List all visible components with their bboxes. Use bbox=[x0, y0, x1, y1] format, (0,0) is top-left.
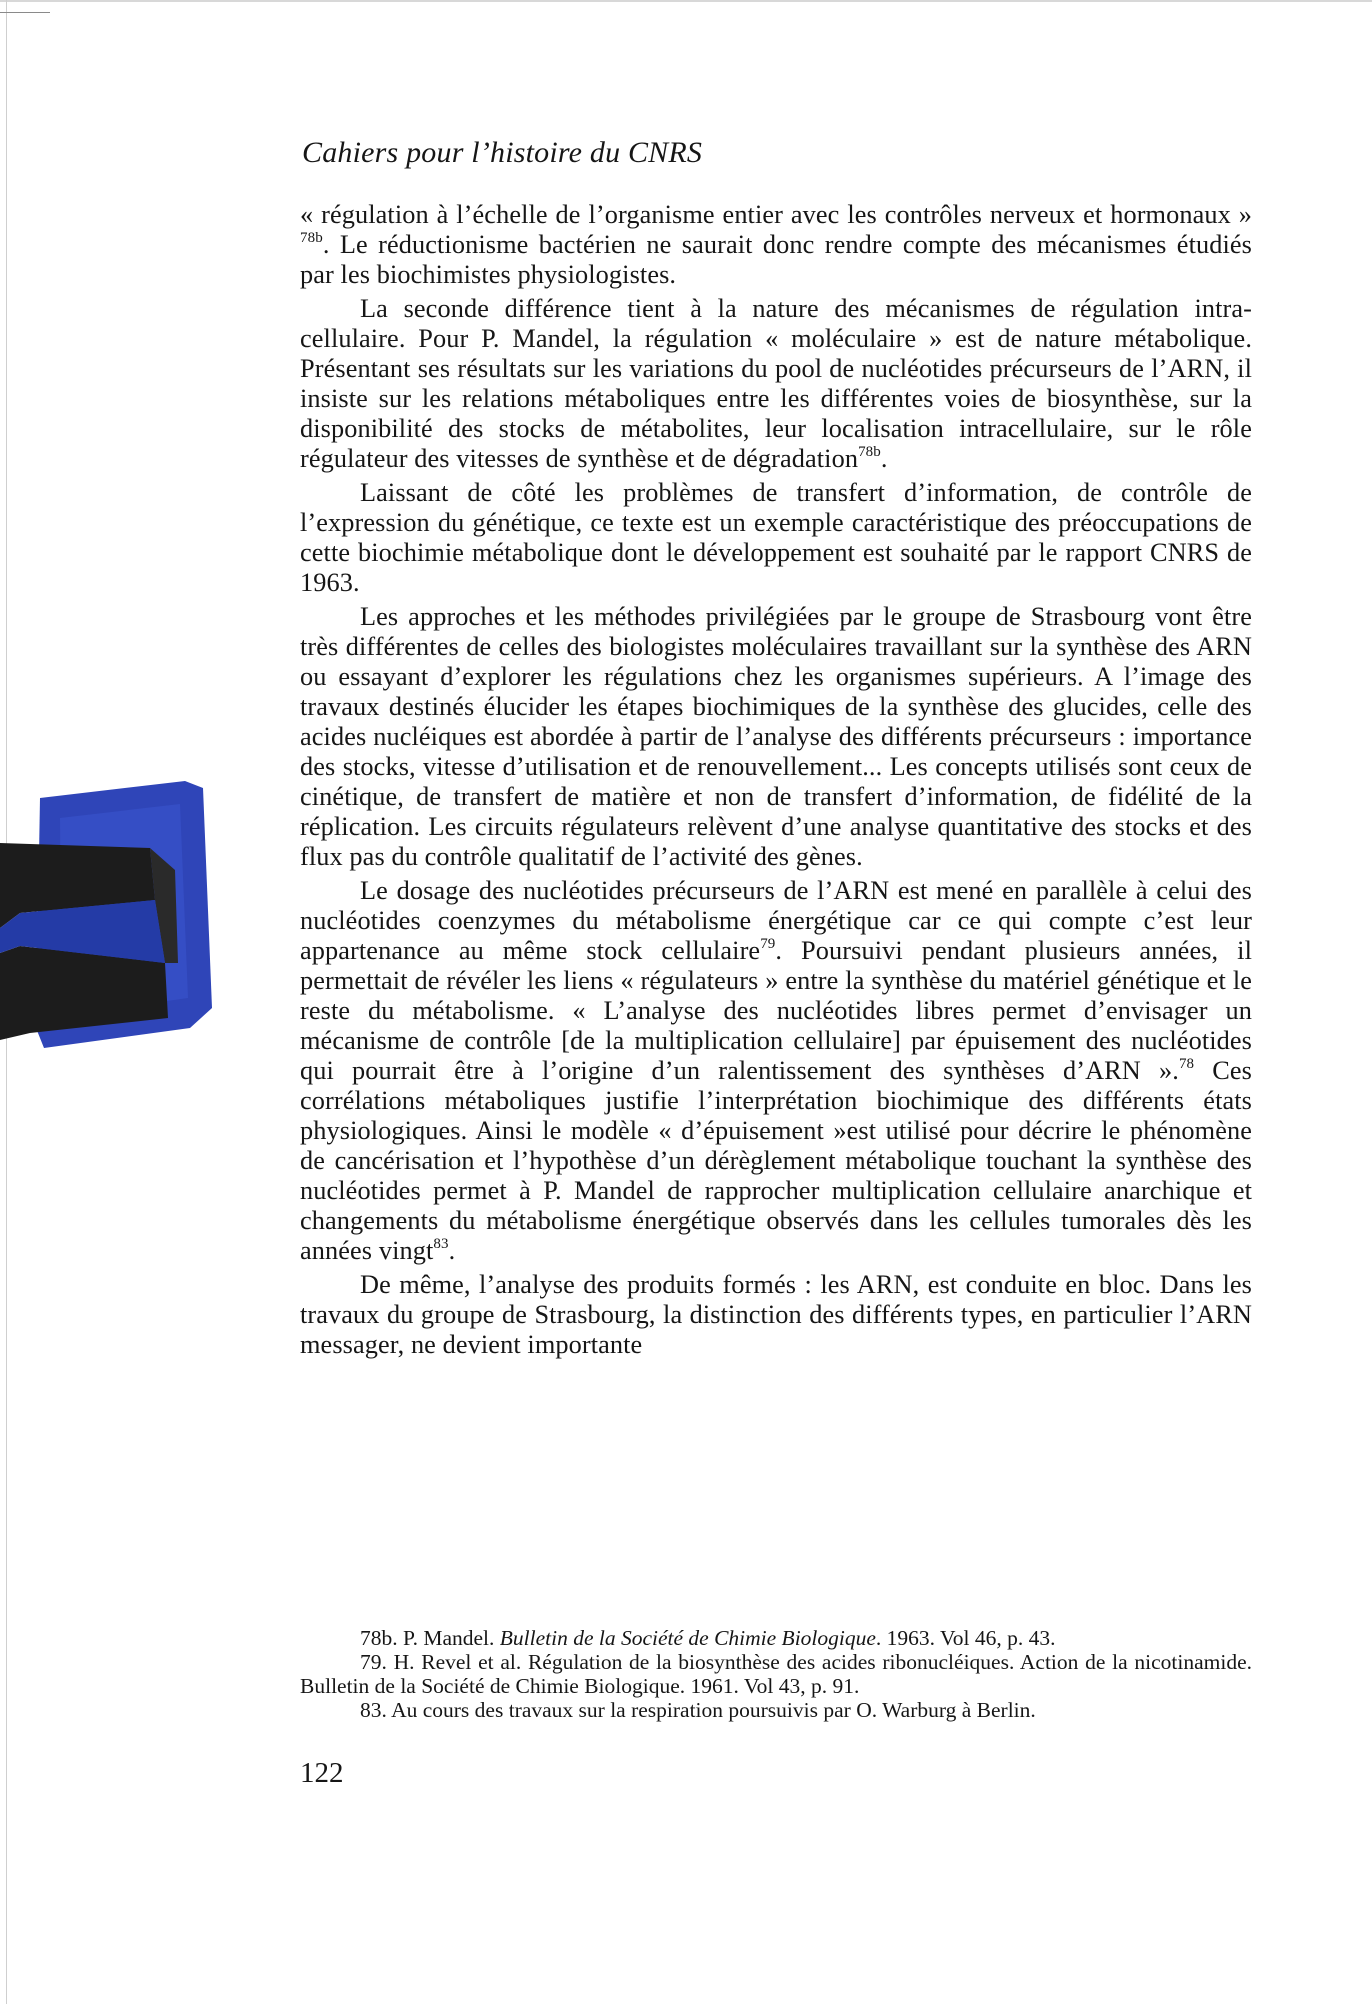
footnotes bbox=[300, 1626, 1252, 1722]
paragraph-3: Laissant de côté les problèmes de transfert d’information, de contrôle de l’expression du génétique, ce texte est un exemple caractéristique des préoccupations de cette biochimie métabolique dont le développement est souhaité par le rapport CNRS de 1963. bbox=[300, 478, 1252, 597]
paragraph-4: Les approches et les méthodes privilégiées par le groupe de Strasbourg vont être très différentes de celles des biologistes moléculaires travaillant sur la synthèse des ARN ou essayant d’explorer les régulations chez les organismes supérieurs. A l’image des travaux destinés élucider les étapes biochimiques de la synthèse des glucides, celle des acides nucléiques est abordée à partir de l’analyse des différents précurseurs : importance des stocks, vitesse d’utilisation et de renouvellement... Les concepts utilisés sont ceux de cinétique, de transfert de matière et non de transfert d’information, de fidélité de la réplication. Les circuits régulateurs relèvent d’une analyse quantitative des stocks et des flux pas du contrôle qualitatif de l’activité des gènes. bbox=[300, 602, 1252, 871]
binder-clip-icon bbox=[0, 778, 220, 1068]
footnote-78b: 78b. P. Mandel. Bulletin de la Société de Chimie Biologique. 1963. Vol 46, p. 43. bbox=[360, 1626, 1056, 1650]
paragraph-5: Le dosage des nucléotides précurseurs de l’ARN est mené en parallèle à celui des nucléotides coenzymes du métabolisme énergétique car ce qui compte c’est leur appartenance au même stock cellulaire$^{79}$. Poursuivi pendant plusieurs années, il permettait de révéler les liens « régulateurs » entre la synthèse du matériel génétique et le reste du métabolisme. « L’analyse des nucléotides libres permet d’envisager un mécanisme de contrôle [de la multiplication cellulaire] par épuisement des nucléotides qui pourrait être à l’origine d’un ralentissement des synthèses d’ARN ».$^{78}$ Ces corrélations métaboliques justifie l’interprétation biochimique des différents états physiologiques. Ainsi le modèle « d’épuisement »est utilisé pour décrire le phénomène de cancérisation et l’hypothèse d’un dérèglement métabolique touchant la synthèse des nucléotides permet à P. Mandel de rapprocher multiplication cellulaire anarchique et changements du métabolisme énergétique observés dans les cellules tumorales dès les années vingt$^{83}$. bbox=[300, 876, 1253, 1265]
page-edge-notch bbox=[0, 12, 50, 13]
footnote-83: 83. Au cours des travaux sur la respiration poursuivis par O. Warburg à Berlin. bbox=[360, 1698, 1036, 1722]
body-text bbox=[300, 200, 1252, 1364]
footnote-79: 79. H. Revel et al. Régulation de la biosynthèse des acides ribonucléiques. Action de la nicotinamide. Bulletin de la Société de Chimie Biologique. 1961. Vol 43, p. 91. bbox=[300, 1650, 1252, 1698]
paragraph-1: « régulation à l’échelle de l’organisme entier avec les contrôles nerveux et hormonaux » $^{78b}$. Le réductionisme bactérien ne saurait donc rendre compte des mécanismes étudiés par les biochimistes physiologistes. bbox=[300, 200, 1252, 289]
running-head: Cahiers pour l’histoire du CNRS bbox=[302, 136, 703, 169]
paragraph-2: La seconde différence tient à la nature des mécanismes de régulation intra-cellulaire. Pour P. Mandel, la régulation « moléculaire » est de nature métabolique. Présentant ses résultats sur les variations du pool de nucléotides précurseurs de l’ARN, il insiste sur les relations métaboliques entre les différentes voies de biosynthèse, sur la disponibilité des stocks de métabolites, leur localisation intracellulaire, sur le rôle régulateur des vitesses de synthèse et de dégradation$^{78b}$. bbox=[300, 294, 1252, 473]
page-edge-top bbox=[0, 0, 1372, 2]
paragraph-6: De même, l’analyse des produits formés : les ARN, est conduite en bloc. Dans les travaux du groupe de Strasbourg, la distinction des différents types, en particulier l’ARN messager, ne devient importante bbox=[300, 1270, 1252, 1359]
page-number: 122 bbox=[300, 1757, 344, 1789]
